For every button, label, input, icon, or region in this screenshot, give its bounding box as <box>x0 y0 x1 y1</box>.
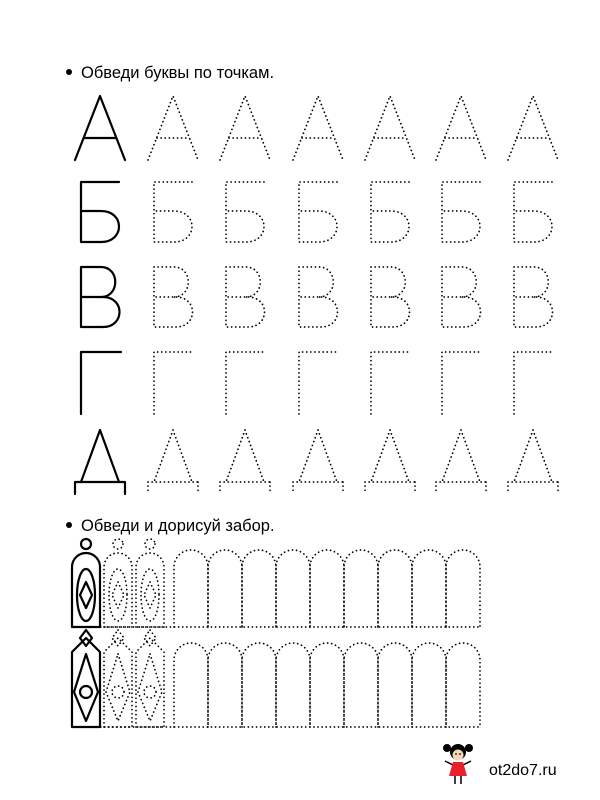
dotted-letter <box>293 430 343 494</box>
dotted-picket <box>378 643 412 727</box>
dotted-letter <box>508 430 558 494</box>
sample-letter <box>81 182 119 242</box>
letter-tracing-area <box>75 96 558 494</box>
dotted-picket <box>446 550 480 627</box>
dotted-letter <box>508 96 558 160</box>
fence-row-2 <box>72 630 480 727</box>
dotted-letter <box>514 352 554 414</box>
letter-row-4 <box>81 352 554 414</box>
dotted-picket <box>412 643 446 727</box>
dotted-letter <box>442 352 482 414</box>
fence-tracing-area <box>72 539 480 727</box>
dotted-letter <box>148 96 198 160</box>
dotted-picket <box>136 630 164 727</box>
dotted-letter <box>220 430 270 494</box>
dotted-letter <box>226 352 266 414</box>
dotted-letter <box>514 267 553 327</box>
dotted-picket <box>208 643 242 727</box>
sample-letter <box>81 352 121 414</box>
dotted-picket <box>276 643 310 727</box>
dotted-picket <box>242 643 276 727</box>
dotted-picket <box>310 643 344 727</box>
girl-mascot-icon <box>443 744 473 784</box>
dotted-letter <box>220 96 270 160</box>
dotted-letter <box>371 182 409 242</box>
sample-letter <box>81 267 120 327</box>
letter-row-1 <box>75 96 558 160</box>
dotted-letter <box>226 267 265 327</box>
dotted-letter <box>299 182 337 242</box>
dotted-letter <box>371 352 411 414</box>
dotted-picket <box>242 550 276 627</box>
dotted-letter <box>299 267 338 327</box>
dotted-letter <box>154 267 193 327</box>
dotted-letter <box>293 96 343 160</box>
dotted-picket <box>208 550 242 627</box>
dotted-picket <box>344 550 378 627</box>
dotted-letter <box>371 267 410 327</box>
dotted-letter <box>436 430 486 494</box>
fence-row-1 <box>72 539 480 627</box>
instruction-text: Обведи и дорисуй забор. <box>81 517 275 535</box>
dotted-letter <box>442 182 480 242</box>
dotted-picket <box>174 550 208 627</box>
dotted-picket <box>446 643 480 727</box>
dotted-letter <box>365 96 415 160</box>
dotted-picket <box>276 550 310 627</box>
dotted-letter <box>514 182 552 242</box>
dotted-letter <box>436 96 486 160</box>
instruction-text: Обведи буквы по точкам. <box>81 64 275 82</box>
dotted-picket <box>174 643 208 727</box>
letter-row-5 <box>75 430 558 494</box>
dotted-picket <box>344 643 378 727</box>
sample-picket <box>72 630 100 727</box>
dotted-picket <box>412 550 446 627</box>
site-url: ot2do7.ru <box>489 762 557 779</box>
sample-letter <box>75 430 125 494</box>
dotted-letter <box>154 182 192 242</box>
sample-letter <box>75 96 125 160</box>
sample-picket <box>72 539 100 627</box>
dotted-picket <box>310 550 344 627</box>
letter-row-3 <box>81 267 553 327</box>
dotted-picket <box>378 550 412 627</box>
dotted-letter <box>442 267 481 327</box>
dotted-letter <box>148 430 198 494</box>
dotted-letter <box>226 182 264 242</box>
dotted-picket <box>104 539 132 627</box>
letter-row-2 <box>81 182 552 242</box>
dotted-letter <box>299 352 339 414</box>
dotted-picket <box>104 630 132 727</box>
dotted-letter <box>154 352 194 414</box>
dotted-letter <box>365 430 415 494</box>
dotted-picket <box>136 539 164 627</box>
